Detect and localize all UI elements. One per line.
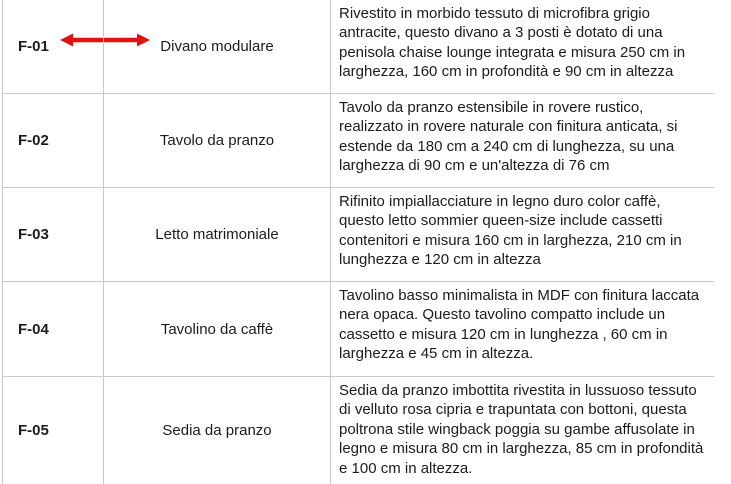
item-name: Tavolino da caffè	[161, 321, 273, 338]
item-name: Sedia da pranzo	[162, 422, 271, 439]
item-id-cell	[3, 377, 104, 484]
table-row	[3, 94, 714, 188]
item-description: Tavolino basso minimalista in MDF con finitura laccata nera opaca. Questo tavolino compatto include un cassetto e misura 120 cm in lunghezza , 60 cm in larghezza e 45 cm in altezza.	[339, 287, 699, 362]
item-description-cell	[331, 377, 714, 484]
item-name-cell	[104, 188, 331, 282]
item-name-cell	[104, 94, 331, 188]
item-description-cell	[331, 188, 714, 282]
item-id-cell	[3, 188, 104, 282]
red-double-arrow-annotation	[60, 32, 150, 48]
item-description: Sedia da pranzo imbottita rivestita in lussuoso tessuto di velluto rosa cipria e trapuntata con bottoni, questa poltrona stile wingback poggia su gambe affusolate in legno e misura 80 cm in larghezza, 85 cm in profondità e 100 cm in altezza.	[339, 382, 703, 477]
table-row	[3, 188, 714, 282]
item-description-cell	[331, 94, 714, 188]
table-row	[3, 377, 714, 484]
item-description: Rifinito impiallacciature in legno duro color caffè, questo letto sommier queen-size include cassetti contenitori e misura 160 cm in larghezza, 210 cm in lunghezza e 120 cm in altezza	[339, 193, 682, 268]
item-id: F-03	[18, 226, 49, 243]
item-id: F-01	[18, 38, 49, 55]
item-name-cell	[104, 282, 331, 377]
item-name: Tavolo da pranzo	[160, 132, 274, 149]
item-id: F-04	[18, 321, 49, 338]
double-arrow-icon	[60, 32, 150, 48]
item-description: Rivestito in morbido tessuto di microfibra grigio antracite, questo divano a 3 posti è dotato di una penisola chaise lounge integrata e misura 250 cm in larghezza, 160 cm in profondità e 90 cm in altezza	[339, 5, 685, 80]
item-id-cell	[3, 94, 104, 188]
item-description: Tavolo da pranzo estensibile in rovere rustico, realizzato in rovere naturale con finitura anticata, si estende da 180 cm a 240 cm di lunghezza, su una larghezza di 90 cm e un'altezza di 76 cm	[339, 99, 678, 174]
furniture-table	[2, 0, 714, 484]
item-name: Divano modulare	[160, 38, 273, 55]
item-name-cell	[104, 377, 331, 484]
item-id: F-02	[18, 132, 49, 149]
item-id-cell	[3, 282, 104, 377]
item-id: F-05	[18, 422, 49, 439]
item-description-cell	[331, 282, 714, 377]
item-name: Letto matrimoniale	[155, 226, 278, 243]
table-border-line	[103, 30, 104, 50]
table-row	[3, 282, 714, 377]
item-description-cell	[331, 0, 714, 94]
